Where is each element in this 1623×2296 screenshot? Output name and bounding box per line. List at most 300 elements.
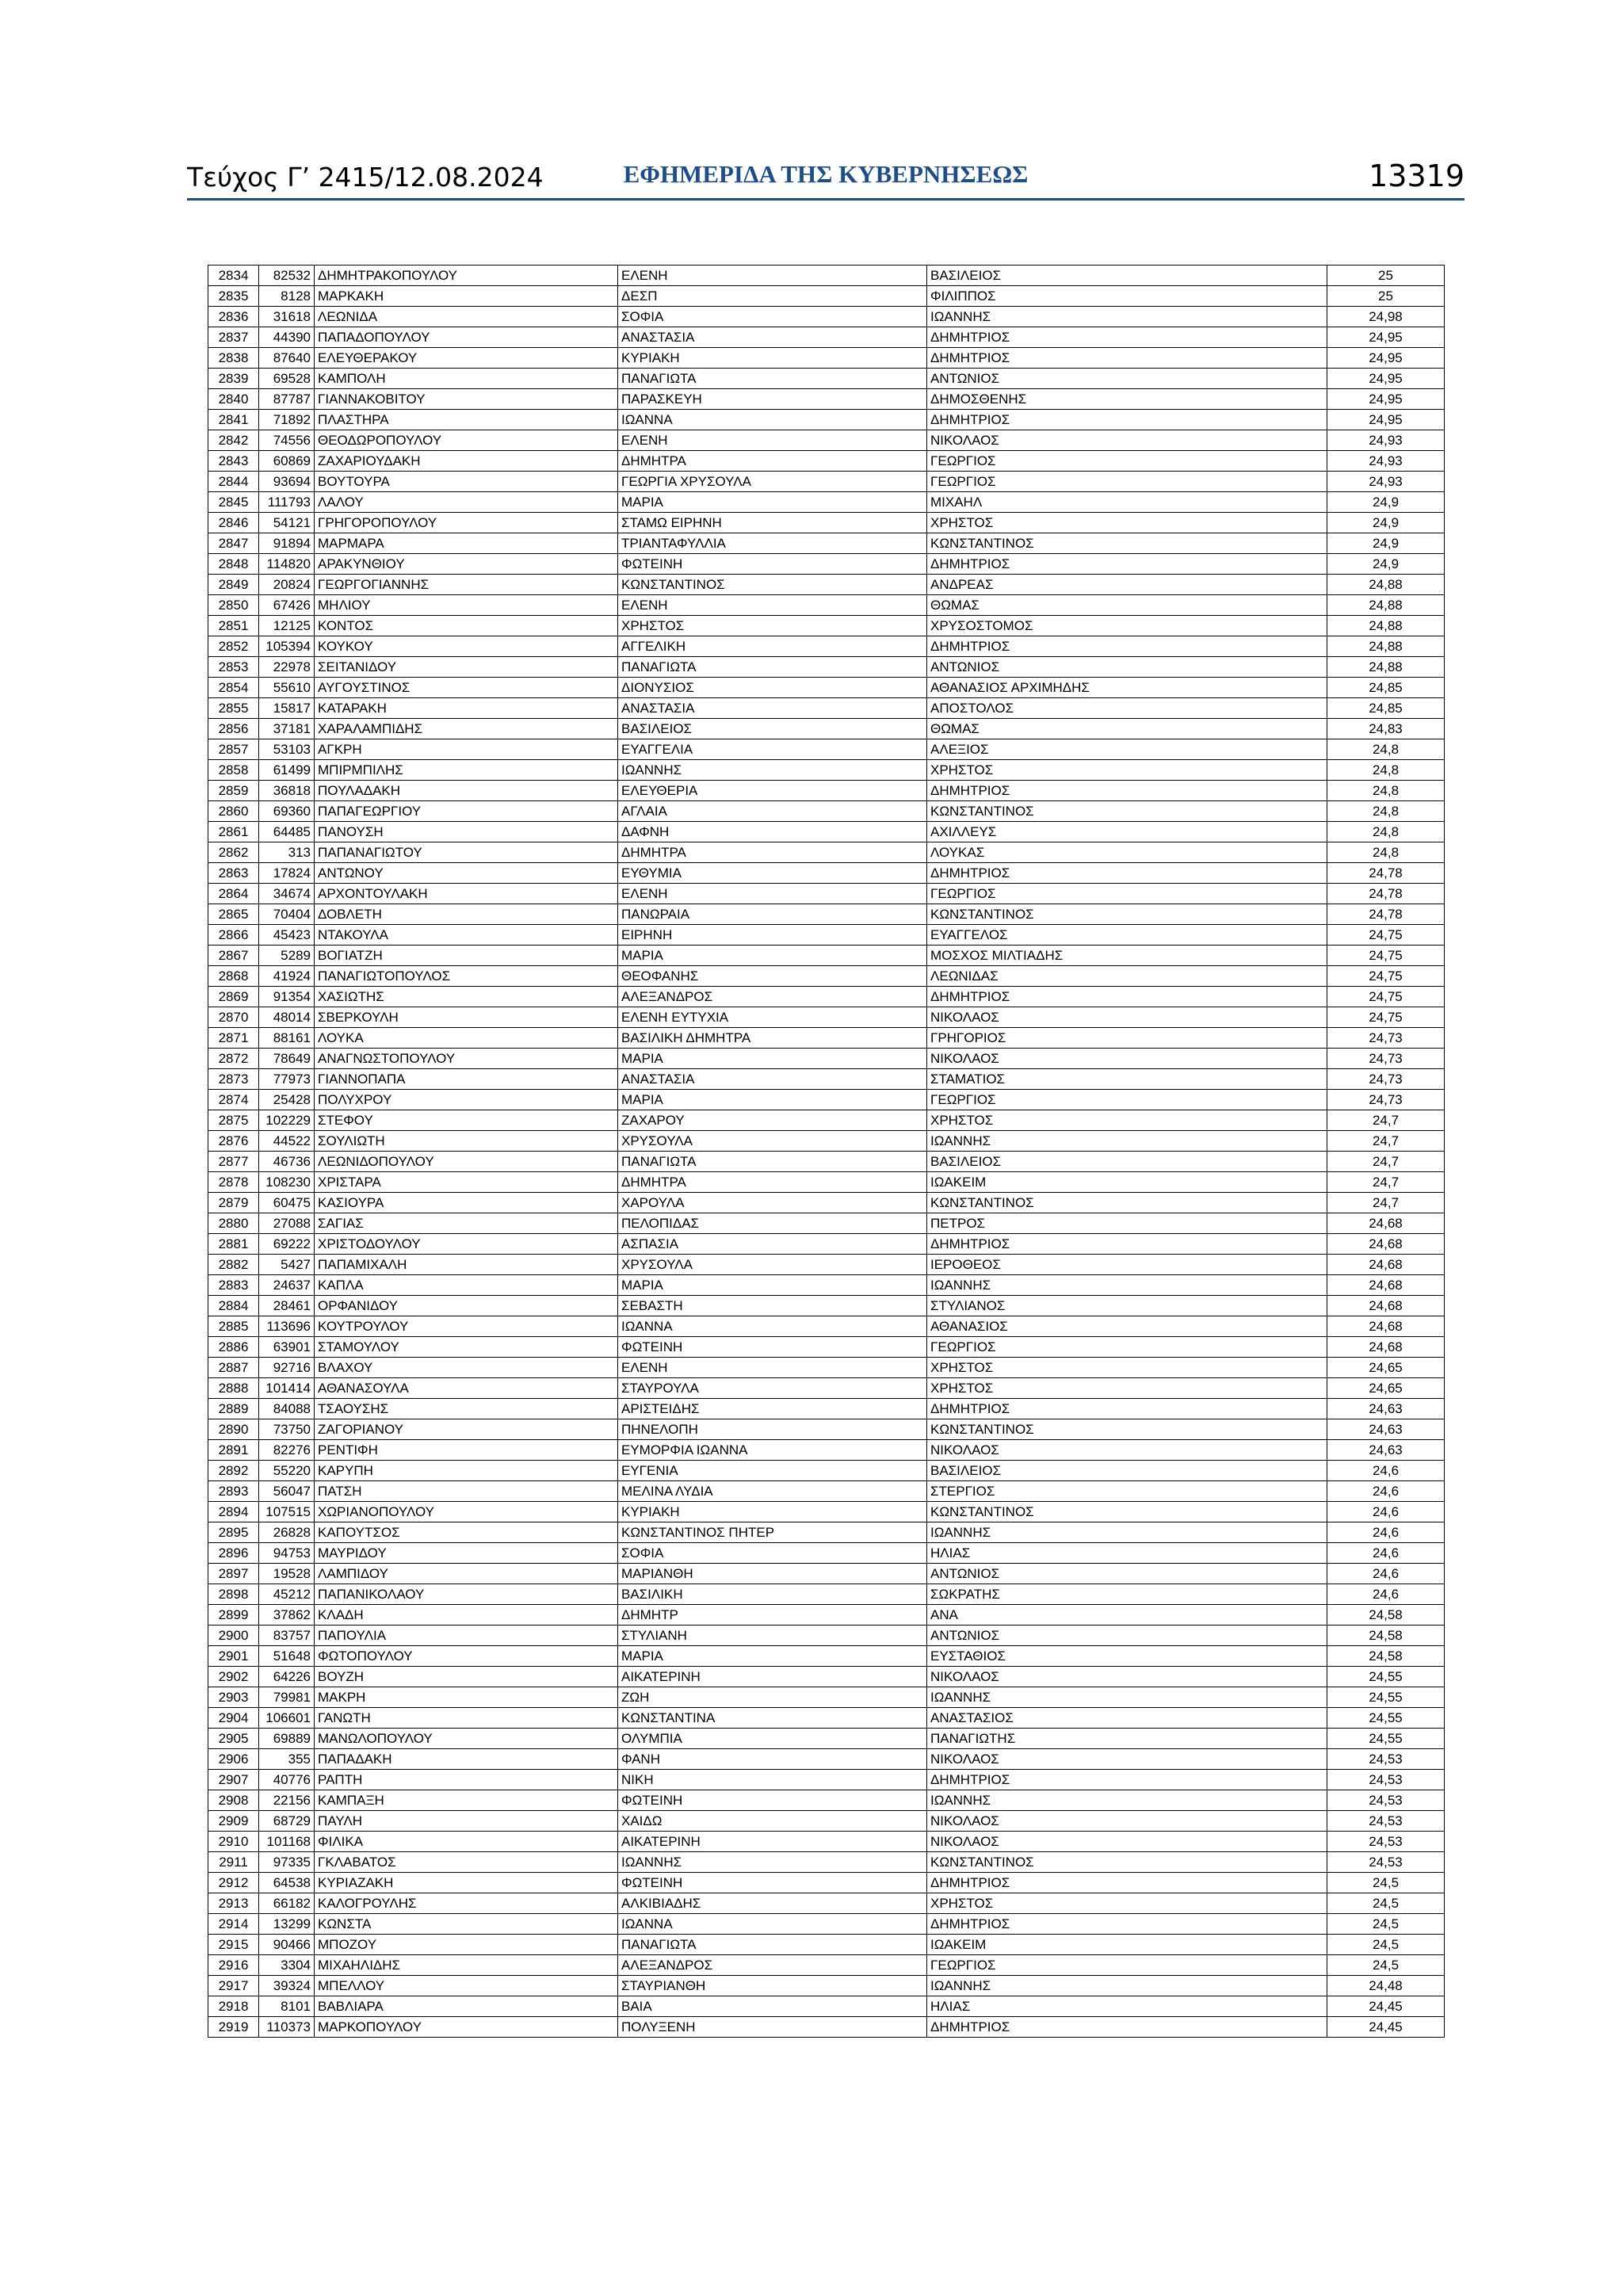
table-row — [208, 987, 1445, 1007]
row-index: 2840 — [208, 389, 259, 410]
father-name-cell: ΑΛΕΞΙΟΣ — [927, 739, 1327, 760]
father-name-cell: ΚΩΝΣΤΑΝΤΙΝΟΣ — [927, 1502, 1327, 1522]
father-name-cell: ΓΕΩΡΓΙΟΣ — [927, 1090, 1327, 1110]
surname-cell: ΚΟΥΚΟΥ — [315, 636, 618, 657]
table-row — [208, 719, 1445, 739]
surname-cell: ΒΟΥΖΗ — [315, 1667, 618, 1687]
surname-cell: ΦΩΤΟΠΟΥΛΟΥ — [315, 1646, 618, 1667]
candidate-code: 28461 — [259, 1296, 315, 1316]
table-row — [208, 1976, 1445, 1996]
row-index: 2881 — [208, 1234, 259, 1255]
first-name-cell: ΚΥΡΙΑΚΗ — [618, 1502, 927, 1522]
candidate-code: 114820 — [259, 554, 315, 575]
registry-table — [208, 265, 1445, 2038]
father-name-cell: ΙΩΑΝΝΗΣ — [927, 1522, 1327, 1543]
first-name-cell: ΦΑΝΗ — [618, 1749, 927, 1770]
row-index: 2906 — [208, 1749, 259, 1770]
surname-cell: ΜΗΛΙΟΥ — [315, 595, 618, 616]
father-name-cell: ΗΛΙΑΣ — [927, 1996, 1327, 2017]
candidate-code: 69528 — [259, 369, 315, 389]
candidate-code: 53103 — [259, 739, 315, 760]
row-index: 2845 — [208, 492, 259, 513]
candidate-code: 27088 — [259, 1213, 315, 1234]
row-index: 2858 — [208, 760, 259, 781]
first-name-cell: ΕΛΕΝΗ — [618, 595, 927, 616]
surname-cell: ΟΡΦΑΝΙΔΟΥ — [315, 1296, 618, 1316]
father-name-cell: ΣΤΑΜΑΤΙΟΣ — [927, 1069, 1327, 1090]
score-cell: 24,53 — [1327, 1832, 1445, 1852]
score-cell: 24,9 — [1327, 554, 1445, 575]
candidate-code: 60475 — [259, 1193, 315, 1213]
first-name-cell: ΕΛΕΥΘΕΡΙΑ — [618, 781, 927, 801]
first-name-cell: ΔΙΟΝΥΣΙΟΣ — [618, 678, 927, 698]
candidate-code: 79981 — [259, 1687, 315, 1708]
surname-cell: ΜΑΝΩΛΟΠΟΥΛΟΥ — [315, 1729, 618, 1749]
page-number: 13319 — [1369, 159, 1465, 193]
father-name-cell: ΑΝΤΩΝΙΟΣ — [927, 1564, 1327, 1584]
table-row — [208, 1996, 1445, 2017]
row-index: 2918 — [208, 1996, 259, 2017]
surname-cell: ΑΡΑΚΥΝΘΙΟΥ — [315, 554, 618, 575]
table-row — [208, 348, 1445, 369]
table-row — [208, 307, 1445, 327]
table-row — [208, 1028, 1445, 1049]
table-row — [208, 657, 1445, 678]
first-name-cell: ΕΛΕΝΗ — [618, 884, 927, 904]
score-cell: 24,9 — [1327, 533, 1445, 554]
surname-cell: ΔΗΜΗΤΡΑΚΟΠΟΥΛΟΥ — [315, 266, 618, 286]
table-row — [208, 410, 1445, 430]
candidate-code: 44522 — [259, 1131, 315, 1152]
score-cell: 24,55 — [1327, 1708, 1445, 1729]
row-index: 2895 — [208, 1522, 259, 1543]
row-index: 2861 — [208, 822, 259, 842]
score-cell: 24,95 — [1327, 410, 1445, 430]
row-index: 2834 — [208, 266, 259, 286]
candidate-code: 24637 — [259, 1275, 315, 1296]
first-name-cell: ΒΑΣΙΛΙΚΗ ΔΗΜΗΤΡΑ — [618, 1028, 927, 1049]
father-name-cell: ΛΕΩΝΙΔΑΣ — [927, 966, 1327, 987]
father-name-cell: ΚΩΝΣΤΑΝΤΙΝΟΣ — [927, 801, 1327, 822]
score-cell: 24,75 — [1327, 925, 1445, 946]
table-row — [208, 884, 1445, 904]
score-cell: 24,6 — [1327, 1543, 1445, 1564]
table-row — [208, 1131, 1445, 1152]
first-name-cell: ΕΛΕΝΗ ΕΥΤΥΧΙΑ — [618, 1007, 927, 1028]
surname-cell: ΠΑΝΑΓΙΩΤΟΠΟΥΛΟΣ — [315, 966, 618, 987]
candidate-code: 44390 — [259, 327, 315, 348]
score-cell: 24,53 — [1327, 1852, 1445, 1873]
table-row — [208, 1069, 1445, 1090]
score-cell: 24,8 — [1327, 822, 1445, 842]
candidate-code: 19528 — [259, 1564, 315, 1584]
table-row — [208, 492, 1445, 513]
father-name-cell: ΘΩΜΑΣ — [927, 719, 1327, 739]
surname-cell: ΚΑΛΟΓΡΟΥΛΗΣ — [315, 1893, 618, 1914]
father-name-cell: ΠΑΝΑΓΙΩΤΗΣ — [927, 1729, 1327, 1749]
table-row — [208, 760, 1445, 781]
candidate-code: 13299 — [259, 1914, 315, 1935]
score-cell: 24,5 — [1327, 1935, 1445, 1955]
score-cell: 24,5 — [1327, 1914, 1445, 1935]
first-name-cell: ΚΩΝΣΤΑΝΤΙΝΑ — [618, 1708, 927, 1729]
surname-cell: ΠΟΛΥΧΡΟΥ — [315, 1090, 618, 1110]
candidate-code: 54121 — [259, 513, 315, 533]
candidate-code: 88161 — [259, 1028, 315, 1049]
row-index: 2839 — [208, 369, 259, 389]
father-name-cell: ΙΩΑΚΕΙΜ — [927, 1172, 1327, 1193]
row-index: 2905 — [208, 1729, 259, 1749]
first-name-cell: ΠΗΝΕΛΟΠΗ — [618, 1419, 927, 1440]
table-row — [208, 1461, 1445, 1481]
row-index: 2889 — [208, 1399, 259, 1419]
surname-cell: ΛΕΩΝΙΔΟΠΟΥΛΟΥ — [315, 1152, 618, 1172]
row-index: 2866 — [208, 925, 259, 946]
candidate-code: 66182 — [259, 1893, 315, 1914]
candidate-code: 45212 — [259, 1584, 315, 1605]
father-name-cell: ΙΩΑΚΕΙΜ — [927, 1935, 1327, 1955]
father-name-cell: ΙΩΑΝΝΗΣ — [927, 1687, 1327, 1708]
father-name-cell: ΜΙΧΑΗΛ — [927, 492, 1327, 513]
score-cell: 24,9 — [1327, 492, 1445, 513]
surname-cell: ΠΑΠΑΝΑΓΙΩΤΟΥ — [315, 842, 618, 863]
surname-cell: ΠΑΠΑΔΑΚΗ — [315, 1749, 618, 1770]
score-cell: 24,75 — [1327, 987, 1445, 1007]
candidate-code: 91894 — [259, 533, 315, 554]
row-index: 2857 — [208, 739, 259, 760]
surname-cell: ΒΛΑΧΟΥ — [315, 1358, 618, 1378]
surname-cell: ΧΑΡΑΛΑΜΠΙΔΗΣ — [315, 719, 618, 739]
first-name-cell: ΜΕΛΙΝΑ ΛΥΔΙΑ — [618, 1481, 927, 1502]
row-index: 2846 — [208, 513, 259, 533]
first-name-cell: ΑΝΑΣΤΑΣΙΑ — [618, 698, 927, 719]
surname-cell: ΖΑΧΑΡΙΟΥΔΑΚΗ — [315, 451, 618, 472]
candidate-code: 105394 — [259, 636, 315, 657]
table-row — [208, 369, 1445, 389]
first-name-cell: ΔΑΦΝΗ — [618, 822, 927, 842]
score-cell: 24,8 — [1327, 842, 1445, 863]
row-index: 2874 — [208, 1090, 259, 1110]
table-row — [208, 1522, 1445, 1543]
father-name-cell: ΝΙΚΟΛΑΟΣ — [927, 1832, 1327, 1852]
candidate-code: 74556 — [259, 430, 315, 451]
first-name-cell: ΝΙΚΗ — [618, 1770, 927, 1790]
candidate-code: 87640 — [259, 348, 315, 369]
score-cell: 24,5 — [1327, 1955, 1445, 1976]
first-name-cell: ΣΕΒΑΣΤΗ — [618, 1296, 927, 1316]
surname-cell: ΜΙΧΑΗΛΙΔΗΣ — [315, 1955, 618, 1976]
registry-table-body — [208, 266, 1445, 2038]
surname-cell: ΜΑΡΚΟΠΟΥΛΟΥ — [315, 2017, 618, 2038]
table-row — [208, 739, 1445, 760]
score-cell: 24,8 — [1327, 739, 1445, 760]
row-index: 2844 — [208, 472, 259, 492]
father-name-cell: ΙΩΑΝΝΗΣ — [927, 307, 1327, 327]
father-name-cell: ΓΕΩΡΓΙΟΣ — [927, 884, 1327, 904]
surname-cell: ΧΡΙΣΤΟΔΟΥΛΟΥ — [315, 1234, 618, 1255]
row-index: 2838 — [208, 348, 259, 369]
surname-cell: ΘΕΟΔΩΡΟΠΟΥΛΟΥ — [315, 430, 618, 451]
row-index: 2917 — [208, 1976, 259, 1996]
candidate-code: 20824 — [259, 575, 315, 595]
first-name-cell: ΑΛΕΞΑΝΔΡΟΣ — [618, 987, 927, 1007]
table-row — [208, 1399, 1445, 1419]
father-name-cell: ΔΗΜΗΤΡΙΟΣ — [927, 1770, 1327, 1790]
surname-cell: ΜΑΡΚΑΚΗ — [315, 286, 618, 307]
candidate-code: 110373 — [259, 2017, 315, 2038]
candidate-code: 68729 — [259, 1811, 315, 1832]
row-index: 2872 — [208, 1049, 259, 1069]
father-name-cell: ΝΙΚΟΛΑΟΣ — [927, 1749, 1327, 1770]
father-name-cell: ΒΑΣΙΛΕΙΟΣ — [927, 1461, 1327, 1481]
score-cell: 24,8 — [1327, 801, 1445, 822]
score-cell: 25 — [1327, 286, 1445, 307]
father-name-cell: ΣΩΚΡΑΤΗΣ — [927, 1584, 1327, 1605]
score-cell: 24,7 — [1327, 1110, 1445, 1131]
father-name-cell: ΙΕΡΟΘΕΟΣ — [927, 1255, 1327, 1275]
candidate-code: 113696 — [259, 1316, 315, 1337]
page-header — [187, 159, 1465, 200]
row-index: 2853 — [208, 657, 259, 678]
first-name-cell: ΕΥΘΥΜΙΑ — [618, 863, 927, 884]
father-name-cell: ΚΩΝΣΤΑΝΤΙΝΟΣ — [927, 904, 1327, 925]
surname-cell: ΠΟΥΛΑΔΑΚΗ — [315, 781, 618, 801]
father-name-cell: ΚΩΝΣΤΑΝΤΙΝΟΣ — [927, 1193, 1327, 1213]
surname-cell: ΣΟΥΛΙΩΤΗ — [315, 1131, 618, 1152]
candidate-code: 84088 — [259, 1399, 315, 1419]
surname-cell: ΓΙΑΝΝΟΠΑΠΑ — [315, 1069, 618, 1090]
candidate-code: 69889 — [259, 1729, 315, 1749]
candidate-code: 55220 — [259, 1461, 315, 1481]
score-cell: 24,6 — [1327, 1461, 1445, 1481]
first-name-cell: ΦΩΤΕΙΝΗ — [618, 1873, 927, 1893]
score-cell: 24,65 — [1327, 1378, 1445, 1399]
father-name-cell: ΚΩΝΣΤΑΝΤΙΝΟΣ — [927, 1852, 1327, 1873]
father-name-cell: ΧΡΥΣΟΣΤΟΜΟΣ — [927, 616, 1327, 636]
father-name-cell: ΝΙΚΟΛΑΟΣ — [927, 1049, 1327, 1069]
surname-cell: ΚΩΝΣΤΑ — [315, 1914, 618, 1935]
row-index: 2897 — [208, 1564, 259, 1584]
first-name-cell: ΔΗΜΗΤΡ — [618, 1605, 927, 1626]
father-name-cell: ΔΗΜΗΤΡΙΟΣ — [927, 1234, 1327, 1255]
score-cell: 24,7 — [1327, 1131, 1445, 1152]
first-name-cell: ΙΩΑΝΝΑ — [618, 1914, 927, 1935]
table-row — [208, 636, 1445, 657]
row-index: 2894 — [208, 1502, 259, 1522]
score-cell: 24,8 — [1327, 760, 1445, 781]
row-index: 2893 — [208, 1481, 259, 1502]
first-name-cell: ΙΩΑΝΝΑ — [618, 1316, 927, 1337]
first-name-cell: ΑΛΕΞΑΝΔΡΟΣ — [618, 1955, 927, 1976]
score-cell: 24,48 — [1327, 1976, 1445, 1996]
father-name-cell: ΑΠΟΣΤΟΛΟΣ — [927, 698, 1327, 719]
row-index: 2843 — [208, 451, 259, 472]
father-name-cell: ΔΗΜΗΤΡΙΟΣ — [927, 781, 1327, 801]
surname-cell: ΠΑΠΟΥΛΙΑ — [315, 1626, 618, 1646]
table-row — [208, 1049, 1445, 1069]
candidate-code: 64538 — [259, 1873, 315, 1893]
first-name-cell: ΧΑΡΟΥΛΑ — [618, 1193, 927, 1213]
surname-cell: ΑΡΧΟΝΤΟΥΛΑΚΗ — [315, 884, 618, 904]
first-name-cell: ΔΗΜΗΤΡΑ — [618, 842, 927, 863]
surname-cell: ΠΑΠΑΔΟΠΟΥΛΟΥ — [315, 327, 618, 348]
surname-cell: ΣΤΑΜΟΥΛΟΥ — [315, 1337, 618, 1358]
candidate-code: 17824 — [259, 863, 315, 884]
surname-cell: ΚΟΥΤΡΟΥΛΟΥ — [315, 1316, 618, 1337]
first-name-cell: ΔΗΜΗΤΡΑ — [618, 451, 927, 472]
row-index: 2879 — [208, 1193, 259, 1213]
first-name-cell: ΒΑΣΙΛΙΚΗ — [618, 1584, 927, 1605]
row-index: 2913 — [208, 1893, 259, 1914]
score-cell: 24,68 — [1327, 1316, 1445, 1337]
first-name-cell: ΑΓΓΕΛΙΚΗ — [618, 636, 927, 657]
row-index: 2863 — [208, 863, 259, 884]
score-cell: 24,93 — [1327, 430, 1445, 451]
first-name-cell: ΣΟΦΙΑ — [618, 307, 927, 327]
father-name-cell: ΑΝΤΩΝΙΟΣ — [927, 369, 1327, 389]
surname-cell: ΠΛΑΣΤΗΡΑ — [315, 410, 618, 430]
candidate-code: 51648 — [259, 1646, 315, 1667]
row-index: 2873 — [208, 1069, 259, 1090]
first-name-cell: ΤΡΙΑΝΤΑΦΥΛΛΙΑ — [618, 533, 927, 554]
row-index: 2871 — [208, 1028, 259, 1049]
first-name-cell: ΜΑΡΙΑ — [618, 492, 927, 513]
father-name-cell: ΑΝΑ — [927, 1605, 1327, 1626]
candidate-code: 97335 — [259, 1852, 315, 1873]
table-row — [208, 575, 1445, 595]
first-name-cell: ΦΩΤΕΙΝΗ — [618, 1337, 927, 1358]
score-cell: 24,63 — [1327, 1399, 1445, 1419]
first-name-cell: ΠΑΝΑΓΙΩΤΑ — [618, 1152, 927, 1172]
score-cell: 24,58 — [1327, 1646, 1445, 1667]
table-row — [208, 1172, 1445, 1193]
surname-cell: ΑΘΑΝΑΣΟΥΛΑ — [315, 1378, 618, 1399]
surname-cell: ΚΛΑΔΗ — [315, 1605, 618, 1626]
first-name-cell: ΠΟΛΥΞΕΝΗ — [618, 2017, 927, 2038]
first-name-cell: ΣΤΑΜΩ ΕΙΡΗΝΗ — [618, 513, 927, 533]
first-name-cell: ΟΛΥΜΠΙΑ — [618, 1729, 927, 1749]
candidate-code: 313 — [259, 842, 315, 863]
first-name-cell: ΧΡΥΣΟΥΛΑ — [618, 1131, 927, 1152]
father-name-cell: ΚΩΝΣΤΑΝΤΙΝΟΣ — [927, 1419, 1327, 1440]
father-name-cell: ΝΙΚΟΛΑΟΣ — [927, 1811, 1327, 1832]
table-row — [208, 616, 1445, 636]
surname-cell: ΒΑΒΛΙΑΡΑ — [315, 1996, 618, 2017]
table-row — [208, 1626, 1445, 1646]
table-row — [208, 1110, 1445, 1131]
surname-cell: ΚΑΣΙΟΥΡΑ — [315, 1193, 618, 1213]
row-index: 2854 — [208, 678, 259, 698]
father-name-cell: ΓΕΩΡΓΙΟΣ — [927, 451, 1327, 472]
surname-cell: ΣΒΕΡΚΟΥΛΗ — [315, 1007, 618, 1028]
candidate-code: 82276 — [259, 1440, 315, 1461]
surname-cell: ΚΑΡΥΠΗ — [315, 1461, 618, 1481]
first-name-cell: ΣΤΥΛΙΑΝΗ — [618, 1626, 927, 1646]
surname-cell: ΠΑΠΑΝΙΚΟΛΑΟΥ — [315, 1584, 618, 1605]
score-cell: 24,55 — [1327, 1729, 1445, 1749]
table-row — [208, 946, 1445, 966]
candidate-code: 111793 — [259, 492, 315, 513]
table-row — [208, 1646, 1445, 1667]
first-name-cell: ΜΑΡΙΑ — [618, 1090, 927, 1110]
score-cell: 24,75 — [1327, 1007, 1445, 1028]
score-cell: 24,88 — [1327, 636, 1445, 657]
score-cell: 24,68 — [1327, 1234, 1445, 1255]
candidate-code: 31618 — [259, 307, 315, 327]
row-index: 2856 — [208, 719, 259, 739]
candidate-code: 56047 — [259, 1481, 315, 1502]
score-cell: 24,68 — [1327, 1255, 1445, 1275]
row-index: 2912 — [208, 1873, 259, 1893]
score-cell: 24,63 — [1327, 1440, 1445, 1461]
father-name-cell: ΙΩΑΝΝΗΣ — [927, 1131, 1327, 1152]
father-name-cell: ΔΗΜΗΤΡΙΟΣ — [927, 1873, 1327, 1893]
row-index: 2888 — [208, 1378, 259, 1399]
candidate-code: 34674 — [259, 884, 315, 904]
first-name-cell: ΕΛΕΝΗ — [618, 1358, 927, 1378]
table-row — [208, 1852, 1445, 1873]
row-index: 2842 — [208, 430, 259, 451]
surname-cell: ΚΑΠΟΥΤΣΟΣ — [315, 1522, 618, 1543]
father-name-cell: ΓΡΗΓΟΡΙΟΣ — [927, 1028, 1327, 1049]
score-cell: 24,6 — [1327, 1584, 1445, 1605]
table-row — [208, 1419, 1445, 1440]
row-index: 2841 — [208, 410, 259, 430]
score-cell: 24,58 — [1327, 1626, 1445, 1646]
table-row — [208, 1873, 1445, 1893]
candidate-code: 101168 — [259, 1832, 315, 1852]
table-row — [208, 925, 1445, 946]
score-cell: 24,68 — [1327, 1275, 1445, 1296]
candidate-code: 26828 — [259, 1522, 315, 1543]
score-cell: 24,85 — [1327, 678, 1445, 698]
score-cell: 24,6 — [1327, 1522, 1445, 1543]
score-cell: 24,93 — [1327, 472, 1445, 492]
table-row — [208, 1770, 1445, 1790]
candidate-code: 40776 — [259, 1770, 315, 1790]
candidate-code: 91354 — [259, 987, 315, 1007]
candidate-code: 22978 — [259, 657, 315, 678]
score-cell: 24,78 — [1327, 863, 1445, 884]
candidate-code: 37181 — [259, 719, 315, 739]
surname-cell: ΑΝΑΓΝΩΣΤΟΠΟΥΛΟΥ — [315, 1049, 618, 1069]
surname-cell: ΓΚΛΑΒΑΤΟΣ — [315, 1852, 618, 1873]
score-cell: 24,88 — [1327, 575, 1445, 595]
surname-cell: ΠΑΤΣΗ — [315, 1481, 618, 1502]
surname-cell: ΣΕΙΤΑΝΙΔΟΥ — [315, 657, 618, 678]
row-index: 2852 — [208, 636, 259, 657]
row-index: 2916 — [208, 1955, 259, 1976]
score-cell: 24,7 — [1327, 1172, 1445, 1193]
table-row — [208, 1378, 1445, 1399]
surname-cell: ΚΟΝΤΟΣ — [315, 616, 618, 636]
table-row — [208, 1667, 1445, 1687]
father-name-cell: ΝΙΚΟΛΑΟΣ — [927, 1667, 1327, 1687]
score-cell: 24,45 — [1327, 2017, 1445, 2038]
father-name-cell: ΙΩΑΝΝΗΣ — [927, 1790, 1327, 1811]
score-cell: 24,88 — [1327, 595, 1445, 616]
first-name-cell: ΕΥΓΕΝΙΑ — [618, 1461, 927, 1481]
score-cell: 24,65 — [1327, 1358, 1445, 1378]
row-index: 2901 — [208, 1646, 259, 1667]
father-name-cell: ΗΛΙΑΣ — [927, 1543, 1327, 1564]
father-name-cell: ΕΥΣΤΑΘΙΟΣ — [927, 1646, 1327, 1667]
table-row — [208, 1811, 1445, 1832]
table-row — [208, 266, 1445, 286]
table-row — [208, 1316, 1445, 1337]
first-name-cell: ΜΑΡΙΑ — [618, 1646, 927, 1667]
father-name-cell: ΑΝΑΣΤΑΣΙΟΣ — [927, 1708, 1327, 1729]
